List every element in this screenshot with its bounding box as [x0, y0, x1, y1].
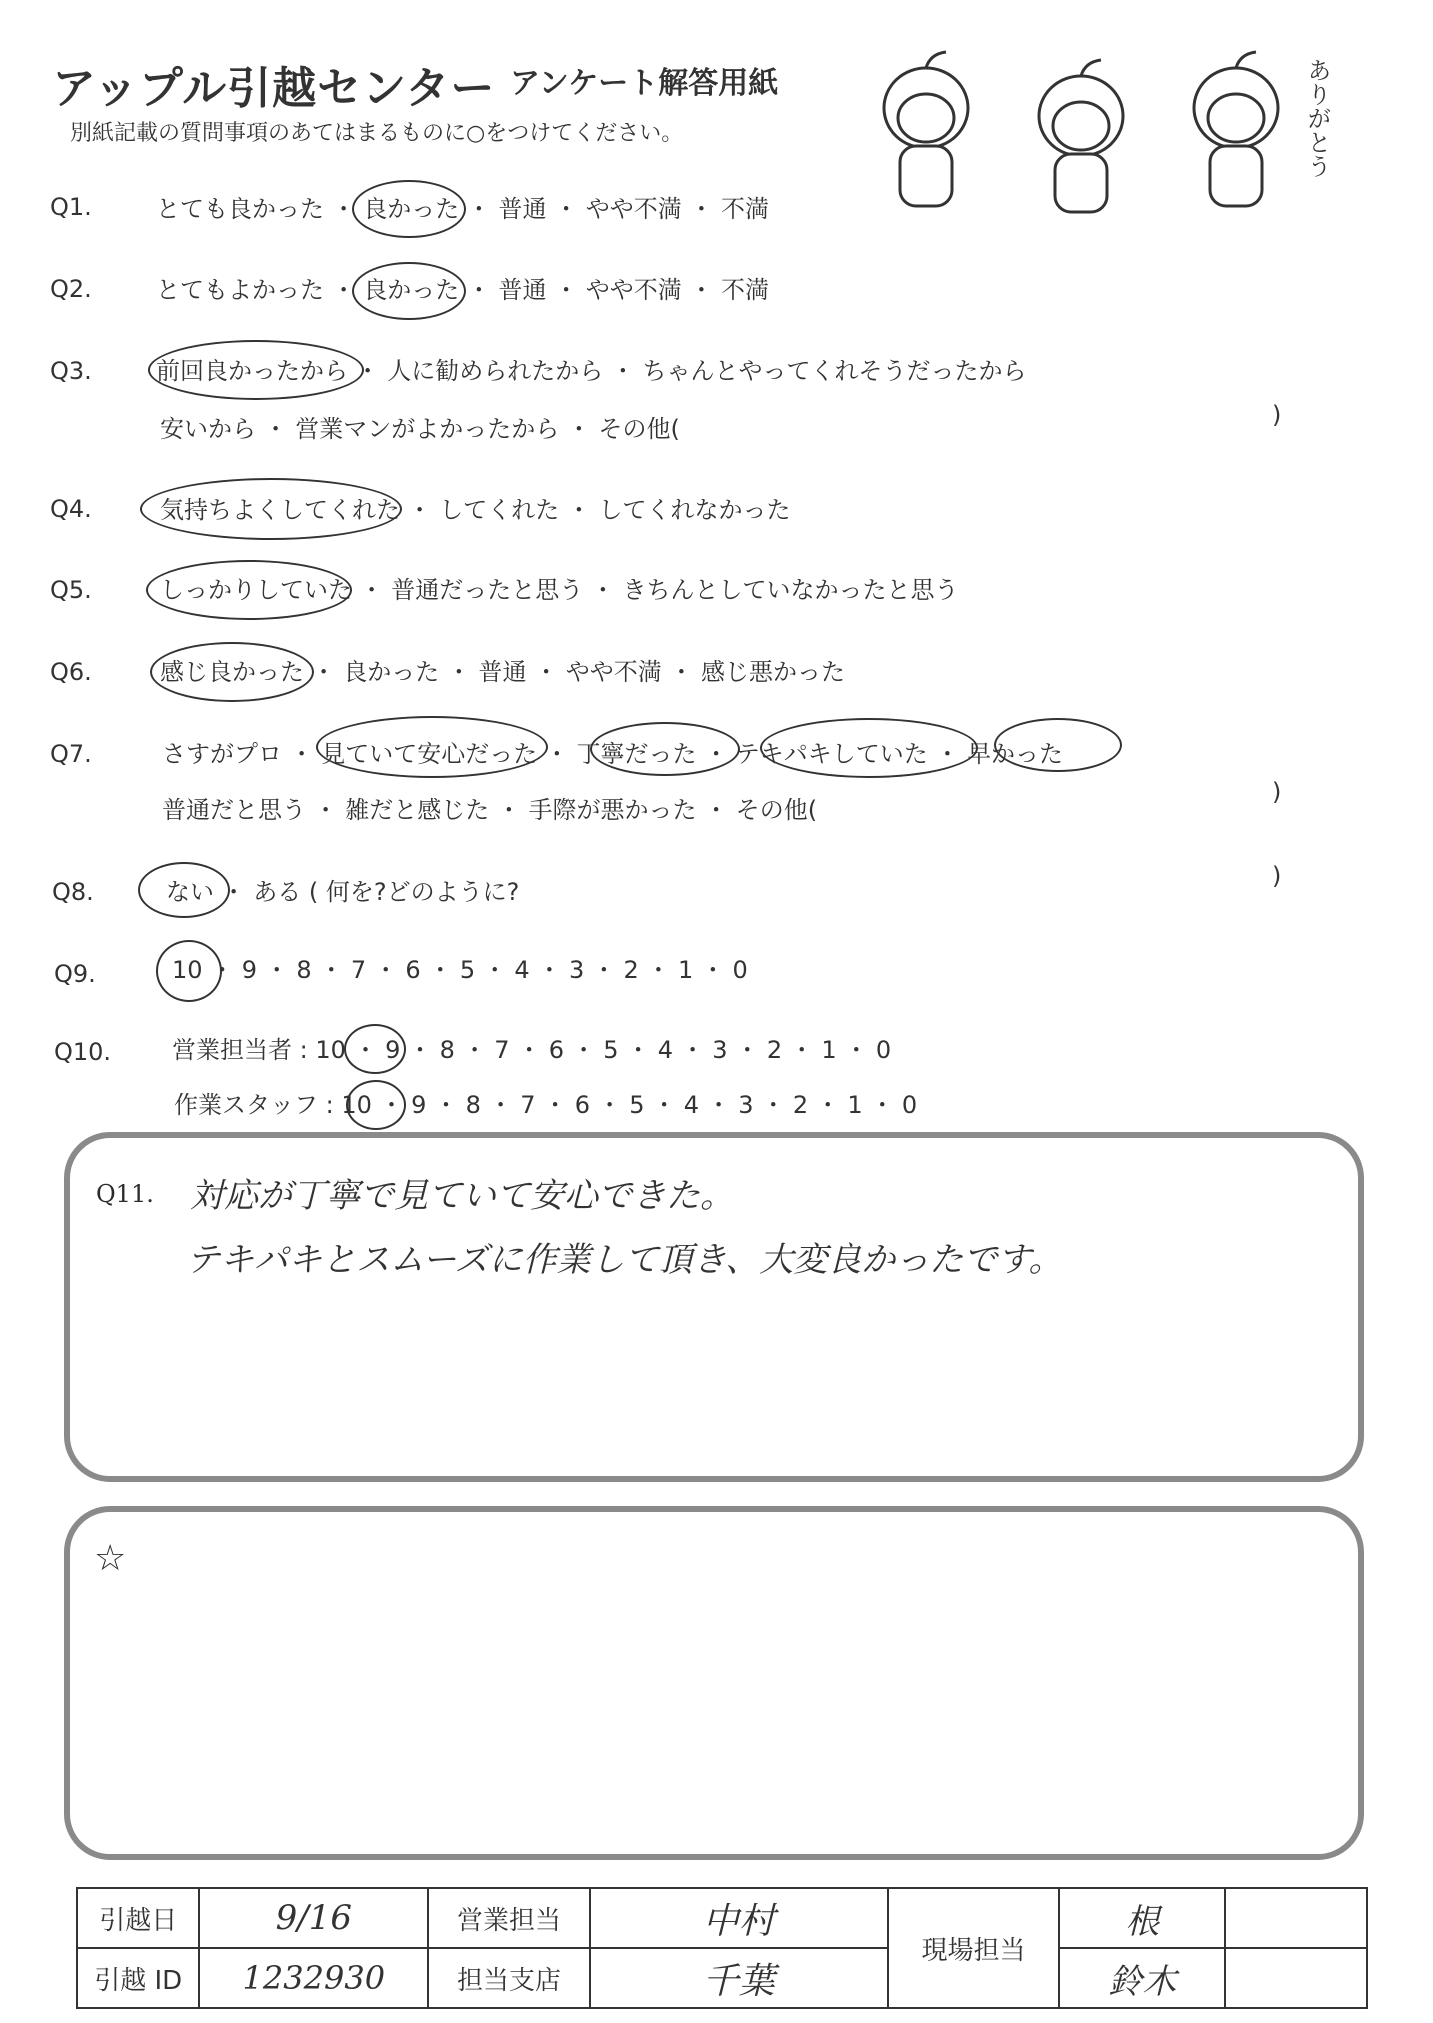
q11-answer-line2: テキパキとスムーズに作業して頂き、大変良かったです。: [186, 1240, 1063, 1280]
q3-label: Q3.: [50, 357, 92, 385]
q9-label: Q9.: [54, 960, 96, 988]
form-instruction: 別紙記載の質問事項のあてはまるものに○をつけてください。: [70, 121, 684, 146]
q8-close-paren: ): [1272, 862, 1282, 890]
selection-ring: [346, 1080, 406, 1130]
q7-options-line2: 普通だと思う ・ 雑だと感じた ・ 手際が悪かった ・ その他(: [162, 796, 818, 824]
sales-rep-value: 中村: [590, 1888, 888, 1948]
q3-options-line2: 安いから ・ 営業マンがよかったから ・ その他(: [160, 415, 680, 443]
selection-ring: [352, 262, 466, 320]
selection-ring: [138, 862, 230, 918]
q5-options: しっかりしていた ・ 普通だったと思う ・ きちんとしていなかったと思う: [160, 576, 959, 604]
moving-id-label: 引越 ID: [77, 1948, 199, 2008]
q8-label: Q8.: [52, 878, 94, 906]
moving-date-label: 引越日: [77, 1888, 199, 1948]
q7-label: Q7.: [50, 740, 92, 768]
selection-ring: [150, 642, 314, 702]
mascot-monkey-icon: [884, 52, 968, 206]
footer-info-table: [76, 1887, 1368, 2009]
moving-date-value: 9/16: [199, 1888, 428, 1948]
selection-ring: [344, 1024, 406, 1074]
selection-ring: [148, 340, 364, 400]
selection-ring: [760, 718, 978, 778]
q10-staff-rating: 作業スタッフ : 10 ・ 9 ・ 8 ・ 7 ・ 6 ・ 5 ・ 4 ・ 3 ・ 2 ・ 1 ・ 0: [174, 1091, 918, 1119]
selection-ring: [590, 722, 740, 776]
site-staff-extra-2: [1225, 1948, 1367, 2008]
site-staff-label: 現場担当: [888, 1888, 1060, 2008]
q11-label: Q11.: [96, 1180, 154, 1208]
selection-ring: [352, 180, 466, 238]
q4-options: 気持ちよくしてくれた ・ してくれた ・ してくれなかった: [160, 496, 791, 524]
q5-label: Q5.: [50, 576, 92, 604]
sales-rep-label: 営業担当: [428, 1888, 590, 1948]
q7-options-line1: さすがプロ ・ 見ていて安心だった ・ 丁寧だった ・ テキパキしていた ・ 早かった: [162, 740, 1064, 768]
q2-label: Q2.: [50, 275, 92, 303]
q1-options: とても良かった ・ 良かった ・ 普通 ・ やや不満 ・ 不満: [156, 195, 770, 223]
site-staff-extra-1: [1225, 1888, 1367, 1948]
mascot-monkey-icon: [1039, 60, 1123, 212]
mascot-illustration: [866, 48, 1341, 218]
q10-label: Q10.: [54, 1038, 112, 1066]
star-icon: ☆: [94, 1538, 127, 1579]
star-comment-box: [64, 1506, 1364, 1860]
q9-options: 10 ・ 9 ・ 8 ・ 7 ・ 6 ・ 5 ・ 4 ・ 3 ・ 2 ・ 1 ・ 0: [172, 956, 748, 984]
q1-label: Q1.: [50, 193, 92, 221]
q10-sales-rating: 営業担当者 : 10 ・ 9 ・ 8 ・ 7 ・ 6 ・ 5 ・ 4 ・ 3 ・ 2 ・ 1 ・ 0: [172, 1036, 892, 1064]
selection-ring: [994, 718, 1122, 772]
q4-label: Q4.: [50, 495, 92, 523]
q8-options: ない ・ ある ( 何を?どのように?: [166, 878, 520, 906]
form-title: アンケート解答用紙: [510, 66, 779, 101]
mascot-thanks-text: ありがとう: [1303, 58, 1331, 178]
q2-options: とてもよかった ・ 良かった ・ 普通 ・ やや不満 ・ 不満: [156, 276, 770, 304]
q11-answer-line1: 対応が丁寧で見ていて安心できた。: [190, 1176, 734, 1216]
branch-label: 担当支店: [428, 1948, 590, 2008]
q6-options: 感じ良かった ・ 良かった ・ 普通 ・ やや不満 ・ 感じ悪かった: [160, 658, 846, 686]
company-name: アップル引越センター: [52, 63, 496, 114]
q6-label: Q6.: [50, 658, 92, 686]
site-staff-value-1: 根: [1059, 1888, 1225, 1948]
selection-ring: [316, 716, 548, 778]
mascot-monkey-icon: [1194, 52, 1278, 206]
selection-ring: [156, 940, 222, 1002]
q3-close-paren: ): [1272, 401, 1282, 429]
branch-value: 千葉: [590, 1948, 888, 2008]
selection-ring: [146, 560, 352, 620]
q7-close-paren: ): [1272, 778, 1282, 806]
selection-ring: [140, 478, 402, 540]
moving-id-value: 1232930: [199, 1948, 428, 2008]
q3-options-line1: 前回良かったから ・ 人に勧められたから ・ ちゃんとやってくれそうだったから: [156, 357, 1027, 385]
site-staff-value-2: 鈴木: [1059, 1948, 1225, 2008]
